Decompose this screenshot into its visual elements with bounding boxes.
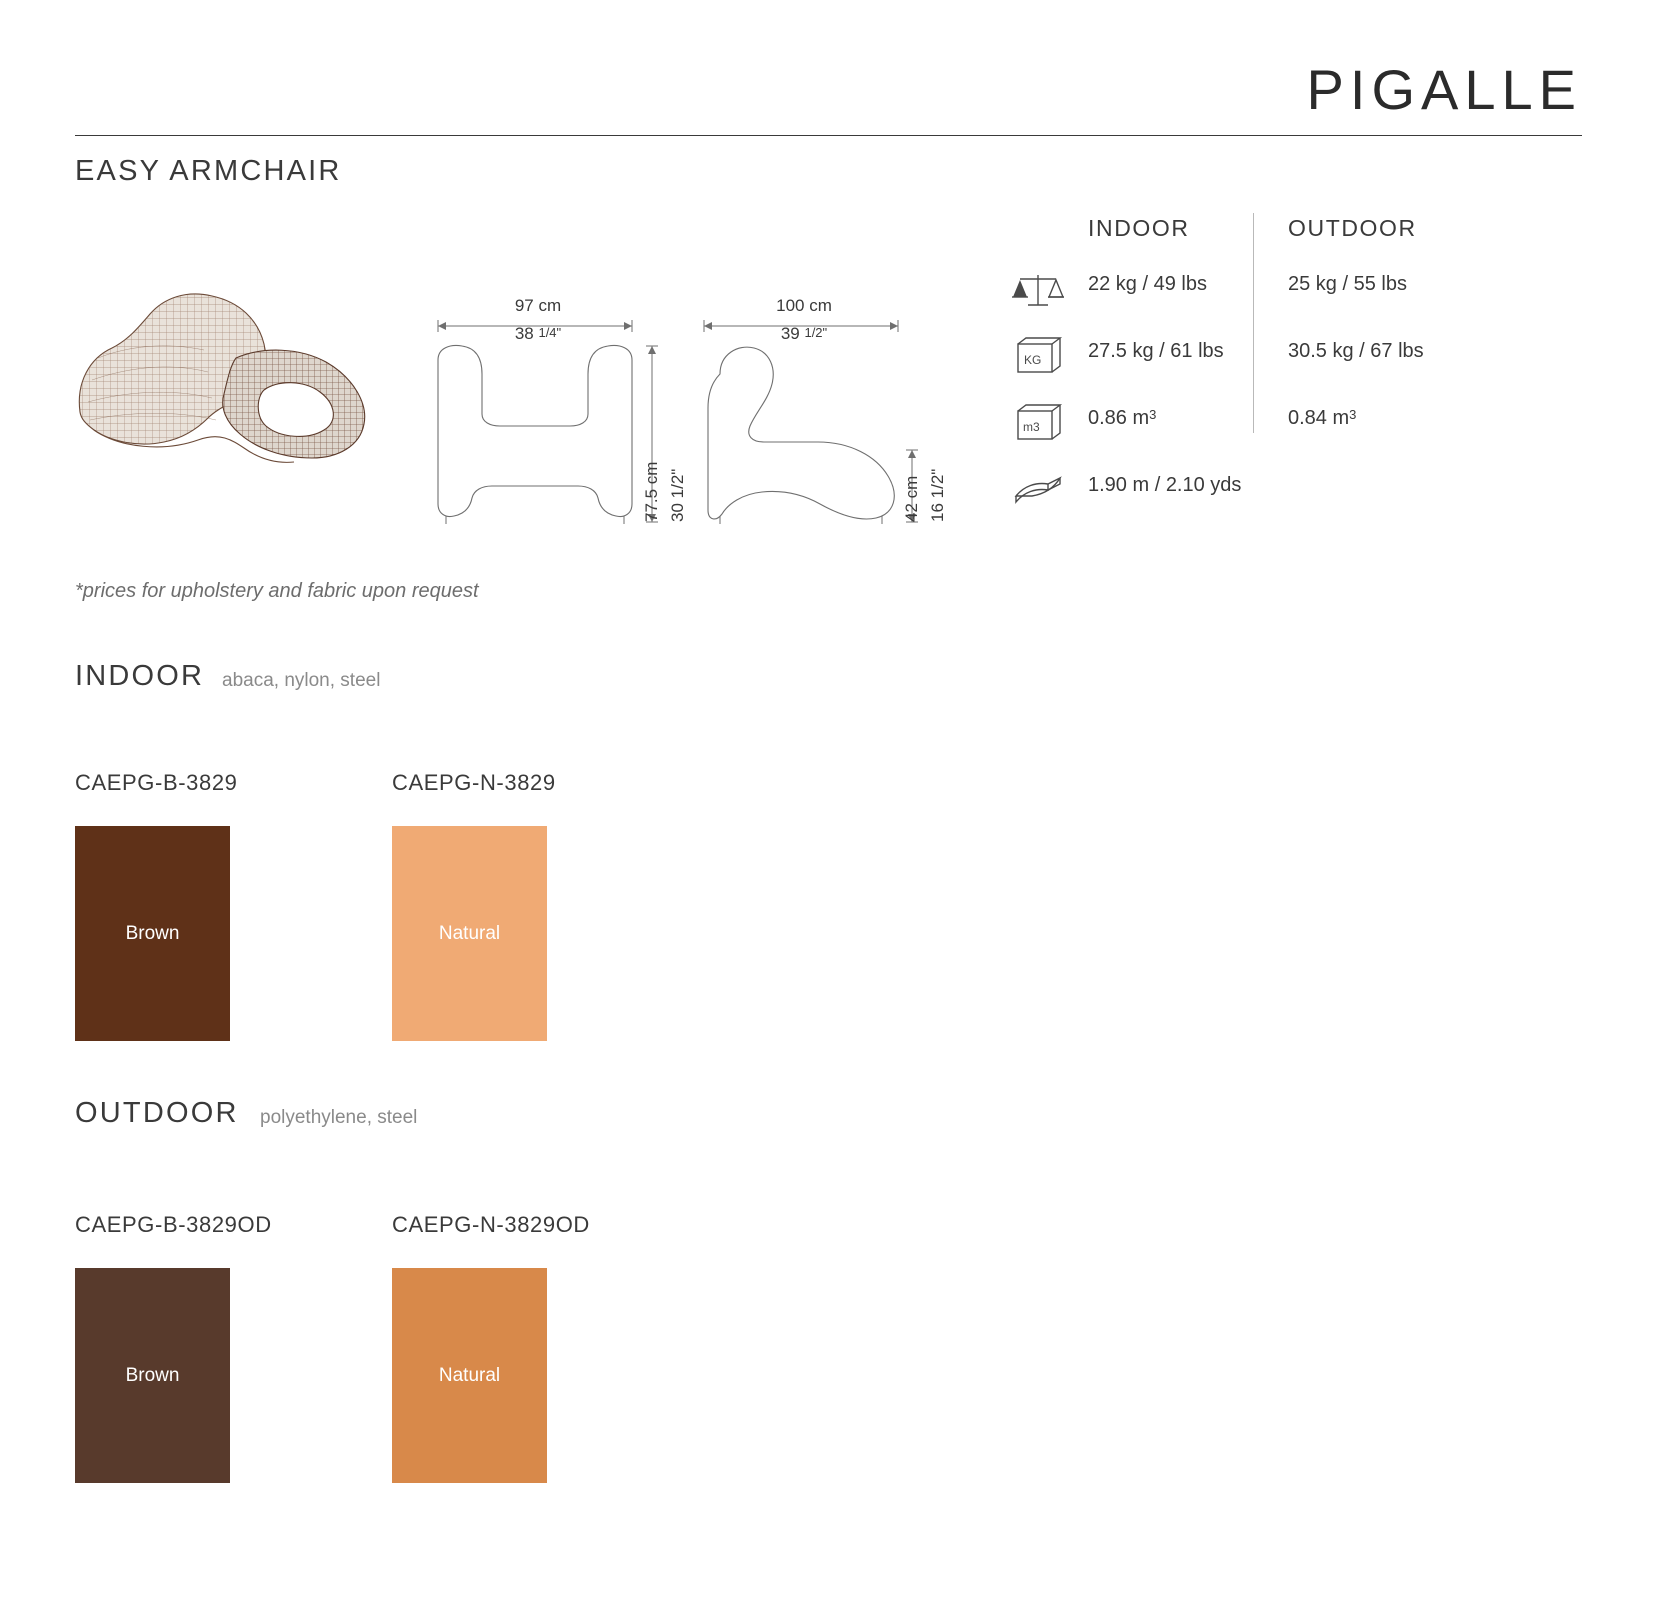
swatch-indoor-natural[interactable] (392, 826, 547, 1041)
header-divider (75, 135, 1582, 136)
side-seat-in-whole: 16 (928, 498, 947, 522)
spec-table-header (1010, 215, 1590, 261)
fabric-icon (1010, 468, 1066, 514)
front-width-cm: 97 cm (514, 296, 562, 315)
swatch-outdoor-natural[interactable] (392, 1268, 547, 1483)
front-height-in-frac: 1/2" (668, 468, 687, 499)
side-seat-in-frac: 1/2" (928, 468, 947, 499)
svg-text:m3: m3 (1023, 420, 1040, 434)
side-seat-in (928, 469, 948, 522)
spec-indoor-net-weight: 22 kg / 49 lbs (1088, 273, 1207, 295)
front-width-in-frac: 1/4" (538, 325, 562, 340)
section-materials-outdoor: polyethylene, steel (260, 1107, 418, 1128)
box-kg-icon (1010, 334, 1066, 380)
front-height-cm: 77.5 cm (642, 461, 661, 522)
swatch-label: Brown (125, 1364, 180, 1386)
scale-icon (1010, 267, 1066, 313)
front-height-in (668, 469, 688, 522)
table-row (1010, 261, 1590, 328)
swatch-code: CAEPG-B-3829OD (75, 1212, 272, 1237)
spec-outdoor-volume-sup: 3 (1349, 407, 1357, 422)
spec-table (1010, 215, 1590, 529)
spec-outdoor-volume (1288, 407, 1356, 430)
dimension-drawings (420, 282, 980, 532)
spec-indoor-volume (1088, 407, 1156, 430)
swatch-outdoor-brown[interactable] (75, 1268, 230, 1483)
table-row (1010, 328, 1590, 395)
side-depth-in-frac: 1/2" (804, 325, 828, 340)
price-note: *prices for upholstery and fabric upon request (75, 580, 479, 602)
swatch-label: Natural (438, 922, 501, 944)
table-row (1010, 395, 1590, 462)
swatch-code: CAEPG-N-3829OD (392, 1212, 590, 1237)
swatch-indoor-brown[interactable] (75, 826, 230, 1041)
section-materials-indoor: abaca, nylon, steel (222, 670, 381, 691)
spec-outdoor-gross-weight: 30.5 kg / 67 lbs (1288, 340, 1424, 362)
swatch-label: Brown (125, 922, 180, 944)
section-title-indoor: INDOOR (75, 660, 205, 692)
spec-col-outdoor: OUTDOOR (1288, 215, 1417, 241)
section-title-outdoor: OUTDOOR (75, 1097, 239, 1129)
svg-text:KG: KG (1024, 353, 1042, 367)
side-depth-cm: 100 cm (776, 296, 832, 315)
box-m3-icon (1010, 401, 1066, 447)
product-illustration (68, 262, 388, 502)
product-subtitle: EASY ARMCHAIR (75, 155, 342, 187)
front-width-in-whole: 38 (514, 324, 539, 343)
front-width-in (448, 324, 628, 344)
table-row (1010, 462, 1590, 529)
front-height-in-whole: 30 (668, 498, 687, 522)
swatch-code: CAEPG-B-3829 (75, 770, 238, 795)
spec-indoor-volume-sup: 3 (1149, 407, 1157, 422)
spec-indoor-volume-value: 0.86 m (1088, 407, 1150, 429)
spec-outdoor-volume-value: 0.84 m (1288, 407, 1350, 429)
page-title: PIGALLE (1306, 58, 1582, 121)
swatch-label: Natural (438, 1364, 501, 1386)
spec-indoor-fabric: 1.90 m / 2.10 yds (1088, 474, 1242, 496)
spec-col-indoor: INDOOR (1088, 215, 1190, 241)
side-depth-in (714, 324, 894, 344)
side-depth-in-whole: 39 (780, 324, 805, 343)
swatch-code: CAEPG-N-3829 (392, 770, 556, 795)
spec-indoor-gross-weight: 27.5 kg / 61 lbs (1088, 340, 1224, 362)
side-seat-cm: 42 cm (902, 475, 921, 522)
spec-outdoor-net-weight: 25 kg / 55 lbs (1288, 273, 1407, 295)
